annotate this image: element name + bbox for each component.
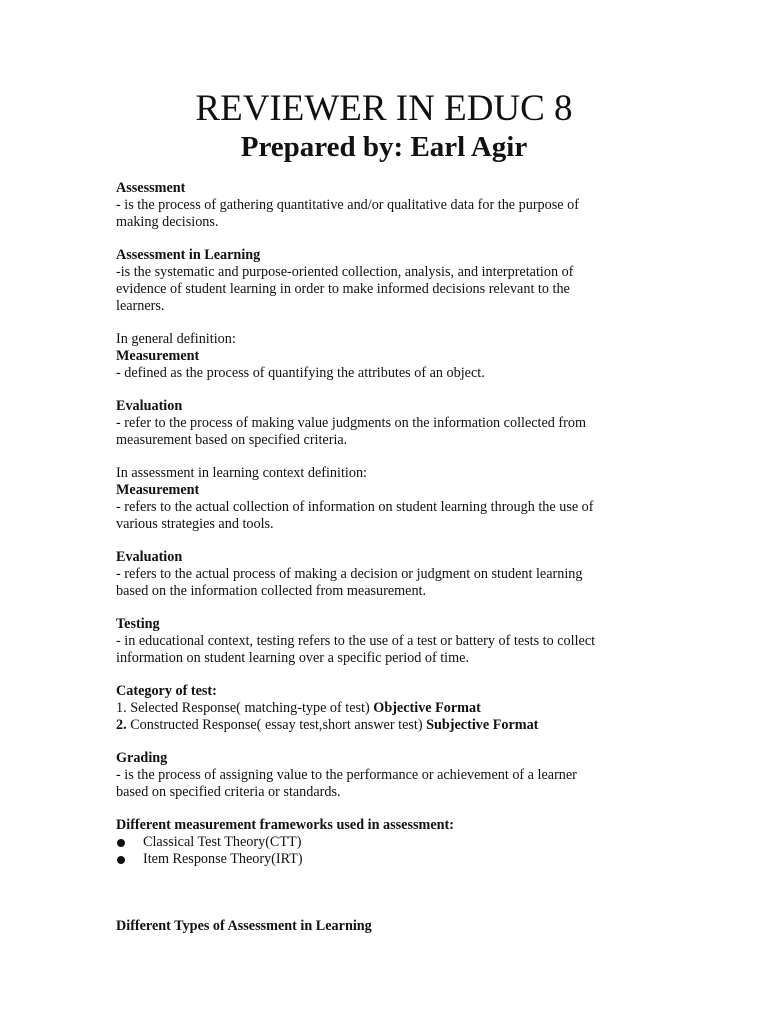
bullet-list bbox=[116, 834, 646, 868]
section-heading: Evaluation bbox=[116, 398, 183, 414]
item-text: Constructed Response( essay test,short answer test) bbox=[126, 717, 427, 733]
section-heading: Measurement bbox=[116, 482, 200, 498]
section-learning-context-definition bbox=[116, 465, 646, 600]
bullet-text: Classical Test Theory(CTT) bbox=[143, 834, 302, 850]
page-title: REVIEWER IN EDUC 8 bbox=[195, 88, 573, 129]
item-format: Objective Format bbox=[373, 700, 481, 716]
paragraph-line: based on specified criteria or standards. bbox=[116, 784, 341, 800]
section-heading: Assessment in Learning bbox=[116, 247, 261, 263]
section-heading: Different Types of Assessment in Learning bbox=[116, 918, 372, 934]
paragraph-line: making decisions. bbox=[116, 214, 219, 230]
bullet-text: Item Response Theory(IRT) bbox=[143, 851, 303, 867]
paragraph-line: information on student learning over a specific period of time. bbox=[116, 650, 470, 666]
item-text: Selected Response( matching-type of test) bbox=[126, 700, 374, 716]
list-item bbox=[116, 851, 646, 868]
section-types-of-assessment bbox=[116, 918, 646, 935]
paragraph-line: various strategies and tools. bbox=[116, 516, 274, 532]
intro-text: In assessment in learning context definition: bbox=[116, 465, 367, 481]
section-assessment-in-learning bbox=[116, 247, 646, 315]
item-format: Subjective Format bbox=[426, 717, 539, 733]
section-assessment bbox=[116, 180, 646, 231]
paragraph-line: -is the systematic and purpose-oriented collection, analysis, and interpretation of bbox=[116, 264, 574, 280]
paragraph-line: - is the process of assigning value to the performance or achievement of a learner bbox=[116, 767, 577, 783]
intro-text: In general definition: bbox=[116, 331, 236, 347]
section-heading: Measurement bbox=[116, 348, 200, 364]
item-number: 2. bbox=[116, 717, 127, 733]
paragraph-line: measurement based on specified criteria. bbox=[116, 432, 348, 448]
paragraph-line: based on the information collected from measurement. bbox=[116, 583, 427, 599]
list-item bbox=[116, 834, 646, 851]
list-item bbox=[116, 700, 646, 717]
paragraph-line: - refer to the process of making value judgments on the information collected from bbox=[116, 415, 587, 431]
section-testing bbox=[116, 616, 646, 667]
paragraph-line: - refers to the actual collection of information on student learning through the use of bbox=[116, 499, 594, 515]
paragraph-line: learners. bbox=[116, 298, 165, 314]
document-body bbox=[116, 180, 646, 935]
bullet-icon bbox=[117, 839, 125, 847]
paragraph-line: - refers to the actual process of making a decision or judgment on student learning bbox=[116, 566, 583, 582]
paragraph-line: - in educational context, testing refers to the use of a test or battery of tests to collect bbox=[116, 633, 596, 649]
paragraph-line: evidence of student learning in order to make informed decisions relevant to the bbox=[116, 281, 570, 297]
section-heading: Assessment bbox=[116, 180, 186, 196]
section-category-of-test bbox=[116, 683, 646, 734]
item-number: 1. bbox=[116, 700, 127, 716]
paragraph-line: - defined as the process of quantifying the attributes of an object. bbox=[116, 365, 485, 381]
section-frameworks bbox=[116, 817, 646, 868]
paragraph-line: - is the process of gathering quantitative and/or qualitative data for the purpose of bbox=[116, 197, 579, 213]
section-heading: Category of test: bbox=[116, 683, 217, 699]
bullet-icon bbox=[117, 856, 125, 864]
section-heading: Evaluation bbox=[116, 549, 183, 565]
list-item bbox=[116, 717, 646, 734]
section-general-definition bbox=[116, 331, 646, 449]
section-grading bbox=[116, 750, 646, 801]
section-heading: Testing bbox=[116, 616, 160, 632]
page-subtitle: Prepared by: Earl Agir bbox=[240, 131, 528, 163]
section-heading: Different measurement frameworks used in assessment: bbox=[116, 817, 454, 833]
section-heading: Grading bbox=[116, 750, 168, 766]
